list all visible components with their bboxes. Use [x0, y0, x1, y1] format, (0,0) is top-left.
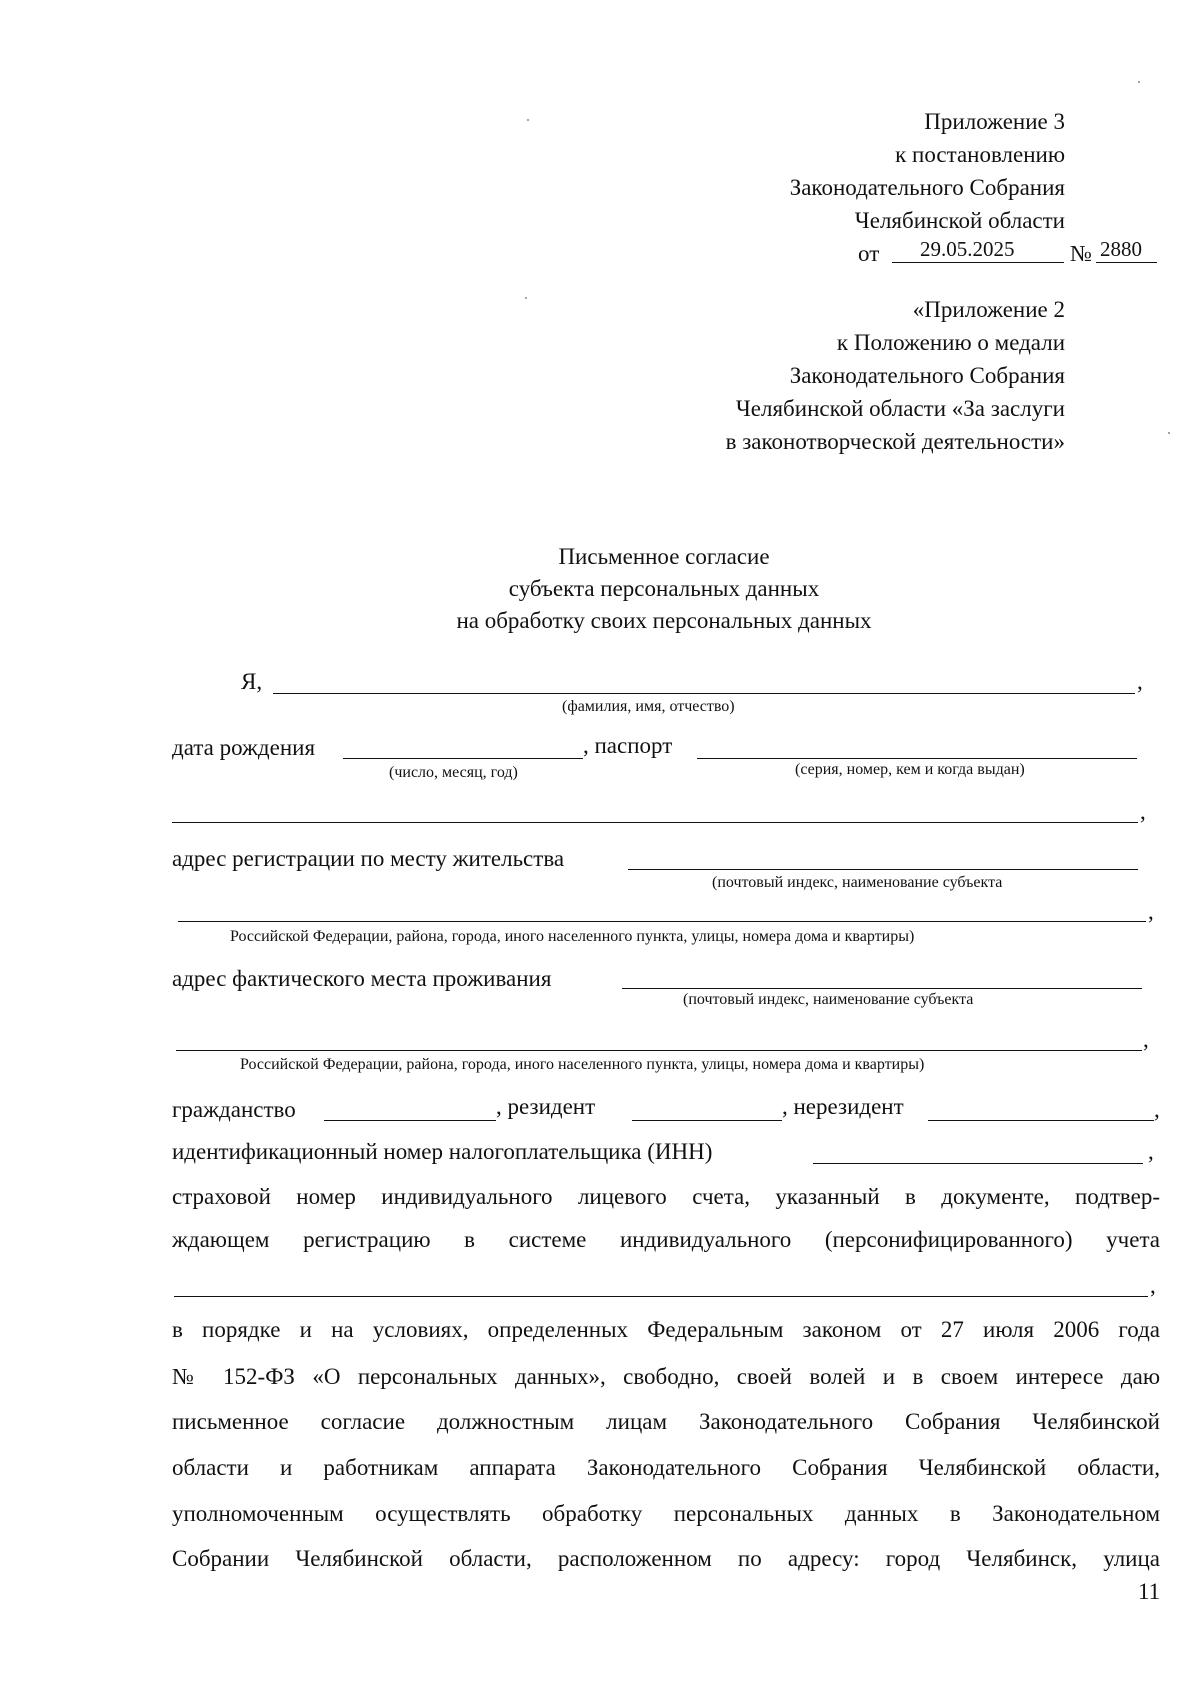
title-line1: Письменное согласие	[558, 544, 770, 569]
passport-comma: ,	[1140, 799, 1146, 824]
header2-line2: к Положению о медали	[836, 330, 1065, 355]
snils-line1: страховой номер индивидуального лицевого счета, указанный в документе, подтвер-	[172, 1184, 1160, 1209]
resident-line[interactable]	[632, 1120, 782, 1121]
date-underline	[892, 262, 1064, 263]
body-line1: в порядке и на условиях, определенных Федеральным законом от 27 июля 2006 года	[172, 1317, 1160, 1342]
body-line3: письменное согласие должностным лицам Законодательного Собрания Челябинской	[172, 1409, 1160, 1434]
passport-continue-line[interactable]	[172, 822, 1138, 823]
snils-comma: ,	[1150, 1273, 1156, 1298]
nonresident-comma: ,	[1154, 1097, 1160, 1122]
scan-speck	[1168, 432, 1170, 434]
inn-line[interactable]	[813, 1163, 1143, 1164]
reg-comma: ,	[1148, 899, 1154, 924]
ya-label: Я,	[241, 669, 263, 694]
title-line2: субъекта персональных данных	[508, 576, 820, 601]
header2-line4: Челябинской области «За заслуги	[735, 396, 1065, 421]
body-line4: области и работникам аппарата Законодательного Собрания Челябинской области,	[172, 1455, 1160, 1480]
body-line2: № 152-ФЗ «О персональных данных», свободно, своей волей и в своем интересе даю	[172, 1364, 1160, 1389]
dob-label: дата рождения	[172, 735, 316, 760]
passport-hint: (серия, номер, кем и когда выдан)	[795, 761, 1025, 778]
passport-line[interactable]	[697, 758, 1137, 759]
dob-hint: (число, месяц, год)	[389, 764, 518, 781]
header1-number-label: №	[1070, 241, 1092, 266]
body-line5: уполномоченным осуществлять обработку персональных данных в Законодательном	[172, 1501, 1160, 1526]
header1-line1: Приложение 3	[924, 109, 1065, 134]
header1-from-label: от	[858, 241, 880, 266]
scan-speck	[527, 119, 529, 121]
fact-address-line[interactable]	[622, 988, 1142, 989]
header1-date: 29.05.2025	[920, 237, 1015, 261]
header2-line3: Законодательного Собрания	[789, 363, 1065, 388]
header1-line2: к постановлению	[895, 142, 1065, 167]
citizenship-line[interactable]	[324, 1120, 496, 1121]
body-line6: Собрании Челябинской области, расположенном по адресу: город Челябинск, улица	[172, 1546, 1160, 1571]
header2-line5: в законотворческой деятельности»	[725, 429, 1065, 454]
snils-line[interactable]	[174, 1296, 1148, 1297]
passport-label: , паспорт	[583, 733, 673, 758]
reg-address-line2[interactable]	[178, 921, 1146, 922]
reg-address-label: адрес регистрации по месту жительства	[172, 846, 565, 871]
reg-hint1: (почтовый индекс, наименование субъекта	[712, 874, 1003, 891]
snils-line2: ждающем регистрацию в системе индивидуального (персонифицированного) учета	[172, 1227, 1160, 1252]
number-underline	[1096, 262, 1157, 263]
fact-comma: ,	[1143, 1027, 1149, 1052]
header1-line3: Законодательного Собрания	[789, 175, 1065, 200]
reg-hint2: Российской Федерации, района, города, иного населенного пункта, улицы, номера дома и квартиры)	[230, 928, 915, 945]
citizenship-label: гражданство	[172, 1097, 296, 1122]
fact-hint1: (почтовый индекс, наименование субъекта	[683, 991, 974, 1008]
header2-line1: «Приложение 2	[912, 297, 1065, 322]
nonresident-label: , нерезидент	[782, 1094, 904, 1119]
resident-label: , резидент	[496, 1094, 596, 1119]
fact-address-label: адрес фактического места проживания	[172, 966, 552, 991]
nonresident-line[interactable]	[928, 1120, 1154, 1121]
fio-line[interactable]	[273, 693, 1135, 694]
inn-label: идентификационный номер налогоплательщика (ИНН)	[172, 1139, 713, 1164]
scan-speck	[525, 297, 527, 299]
title-line3: на обработку своих персональных данных	[456, 608, 872, 633]
reg-address-line[interactable]	[628, 869, 1138, 870]
inn-comma: ,	[1148, 1139, 1154, 1164]
header1-line4: Челябинской области	[854, 208, 1065, 233]
fact-hint2: Российской Федерации, района, города, иного населенного пункта, улицы, номера дома и квартиры)	[240, 1056, 925, 1073]
fio-hint: (фамилия, имя, отчество)	[562, 698, 735, 715]
fio-comma: ,	[1137, 669, 1143, 694]
dob-line[interactable]	[343, 758, 583, 759]
page-number: 11	[1138, 1579, 1161, 1604]
fact-address-line2[interactable]	[176, 1050, 1142, 1051]
scan-speck	[1138, 81, 1140, 83]
header1-number: 2880	[1100, 237, 1142, 261]
